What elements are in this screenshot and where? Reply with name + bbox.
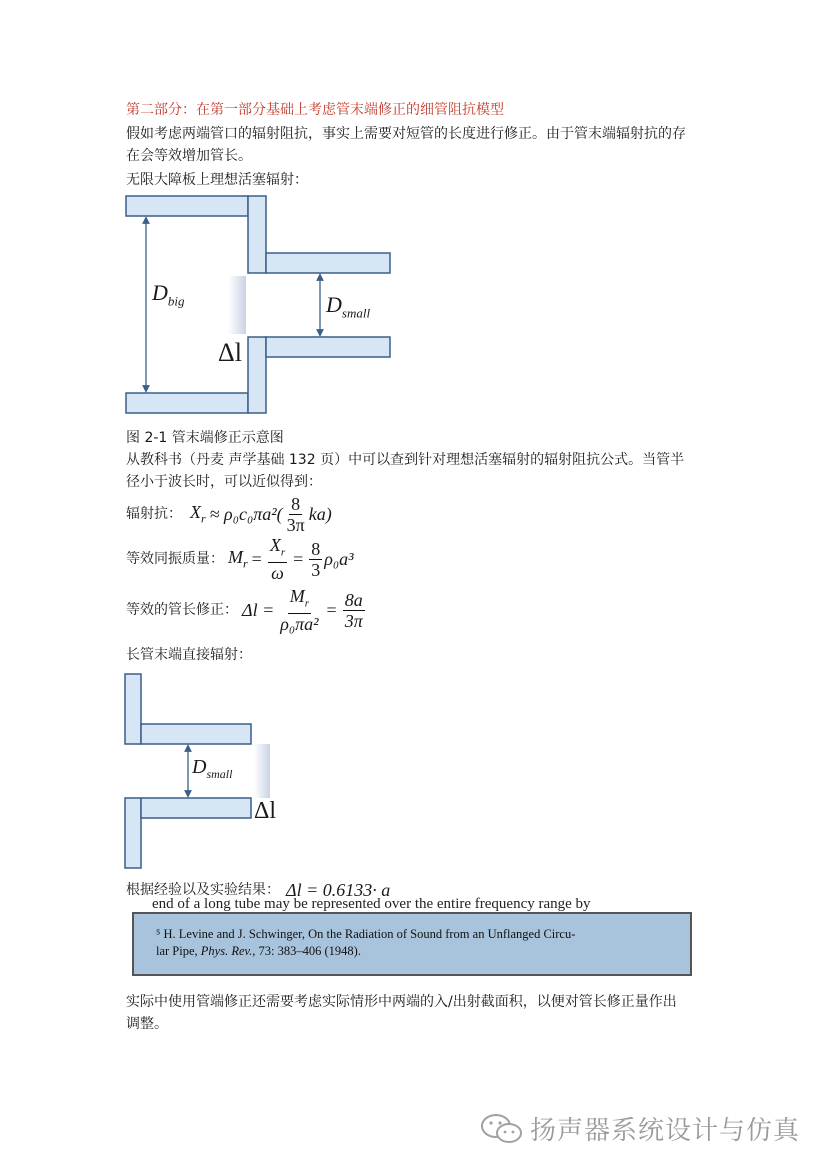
reactance-mid: ≈ ρ₀c₀πa²(	[209, 503, 283, 524]
reference-marker: ⁵	[156, 927, 161, 941]
formula-reactance	[126, 494, 332, 534]
mass-num1-x: X	[269, 534, 281, 555]
mass-tail: ρ₀a³	[324, 548, 354, 569]
reference-box	[132, 912, 692, 976]
big-tube-top-wall	[126, 196, 248, 216]
length-num2: 8a	[344, 589, 363, 610]
small-tube-bottom-wall	[266, 337, 390, 357]
result-label: 根据经验以及实验结果：	[126, 882, 280, 898]
length-fraction-2	[343, 590, 365, 631]
end-correction-region-2	[254, 744, 270, 798]
d-small-symbol-2: D	[192, 756, 207, 778]
length-num1	[288, 586, 311, 615]
d-small-subscript: small	[341, 305, 371, 321]
reactance-tail: ka)	[308, 503, 332, 524]
length-num1-sub: r	[304, 597, 310, 610]
reactance-label: 辐射抗：	[126, 506, 182, 522]
mass-num1	[268, 535, 287, 564]
reactance-den: 3π	[286, 514, 305, 535]
section-heading: 第二部分：在第一部分基础上考虑管末端修正的细管阻抗模型	[126, 102, 504, 118]
length-den1: ρ₀πa²	[280, 614, 319, 635]
reference-line-1: H. Levine and J. Schwinger, On the Radiation of Sound from an Unflanged Circu-	[163, 927, 576, 941]
formula-mass: 等效同振质量： $M_r$ = $\frac{X_r}{\omega}$ = $\frac{8}{3}$ ρ₀a³	[126, 534, 354, 584]
big-tube-bottom-wall	[126, 393, 248, 413]
small-tube-top-wall	[266, 253, 390, 273]
mass-fraction-2	[309, 539, 322, 580]
reactance-num: 8	[291, 493, 301, 514]
mass-label: 等效同振质量：	[126, 551, 224, 567]
mass-fraction-1	[268, 535, 287, 584]
mass-den1: ω	[271, 563, 284, 584]
wechat-icon	[480, 1111, 524, 1147]
long-pipe-label: 长管末端直接辐射：	[126, 647, 252, 663]
baffle-upper	[248, 196, 266, 273]
d-small-subscript-2: small	[206, 767, 233, 781]
intro-line-2: 在会等效增加管长。	[126, 148, 252, 164]
reference-line-2-post: , 73: 383–406 (1948).	[252, 944, 361, 958]
intro-line-1: 假如考虑两端管口的辐射阻抗，事实上需要对短管的长度进行修正。由于管末端辐射抗的存	[126, 126, 686, 142]
reactance-fraction	[285, 494, 307, 535]
textbook-line-2: 径小于波长时，可以近似得到：	[126, 474, 322, 490]
result-formula: Δl = 0.6133· a	[286, 879, 391, 900]
reactance-x-sub: r	[201, 511, 206, 526]
d-big-symbol: D	[152, 280, 168, 305]
mass-m-sub: r	[243, 556, 248, 571]
delta-l-label-1: Δl	[218, 338, 242, 367]
delta-l-label-2: Δl	[254, 798, 277, 824]
formula-length: 等效的管长修正： Δl = $\frac{M_r}{\text{ρ₀πa²}}$ = $\frac{8a}{3\pi}$	[126, 585, 363, 635]
mass-num2: 8	[311, 538, 321, 559]
reactance-x: X	[190, 501, 201, 522]
end-correction-region	[228, 276, 246, 334]
d-small-label-2	[192, 756, 232, 782]
d-small-symbol: D	[326, 292, 342, 317]
length-lhs: Δl =	[242, 599, 275, 620]
wall-upper	[125, 674, 141, 744]
length-fraction-1	[278, 586, 320, 635]
mass-m: M	[228, 546, 243, 567]
conclusion-line-1: 实际中使用管端修正还需要考虑实际情形中两端的入/出射截面积，以便对管长修正量作出	[126, 994, 677, 1010]
infinite-baffle-label: 无限大障板上理想活塞辐射：	[126, 172, 308, 188]
reference-text	[156, 926, 575, 960]
length-den2: 3π	[344, 610, 363, 631]
baffle-lower	[248, 337, 266, 413]
watermark-text: 扬声器系统设计与仿真	[530, 1116, 801, 1146]
cutoff-source-text: end of a long tube may be represented over the entire frequency range by	[152, 896, 591, 912]
mass-num1-sub: r	[280, 546, 286, 559]
mass-lhs	[228, 547, 248, 572]
tube-top-wall	[141, 724, 251, 744]
length-label: 等效的管长修正：	[126, 602, 238, 618]
reference-line-2-pre: lar Pipe,	[156, 944, 201, 958]
length-num1-m: M	[289, 585, 305, 606]
reactance-lhs	[190, 502, 206, 527]
wall-lower	[125, 798, 141, 868]
textbook-line-1: 从教科书（丹麦 声学基础 132 页）中可以查到针对理想活塞辐射的辐射阻抗公式。当管半	[126, 452, 685, 468]
d-big-label	[152, 280, 185, 309]
figure-caption: 图 2-1 管末端修正示意图	[126, 430, 284, 446]
watermark	[480, 1110, 800, 1147]
d-small-label	[326, 292, 370, 321]
d-big-subscript: big	[167, 293, 185, 309]
reference-journal: Phys. Rev.	[200, 944, 253, 958]
conclusion-line-2: 调整。	[126, 1016, 168, 1032]
tube-bottom-wall	[141, 798, 251, 818]
mass-den2: 3	[311, 559, 321, 580]
